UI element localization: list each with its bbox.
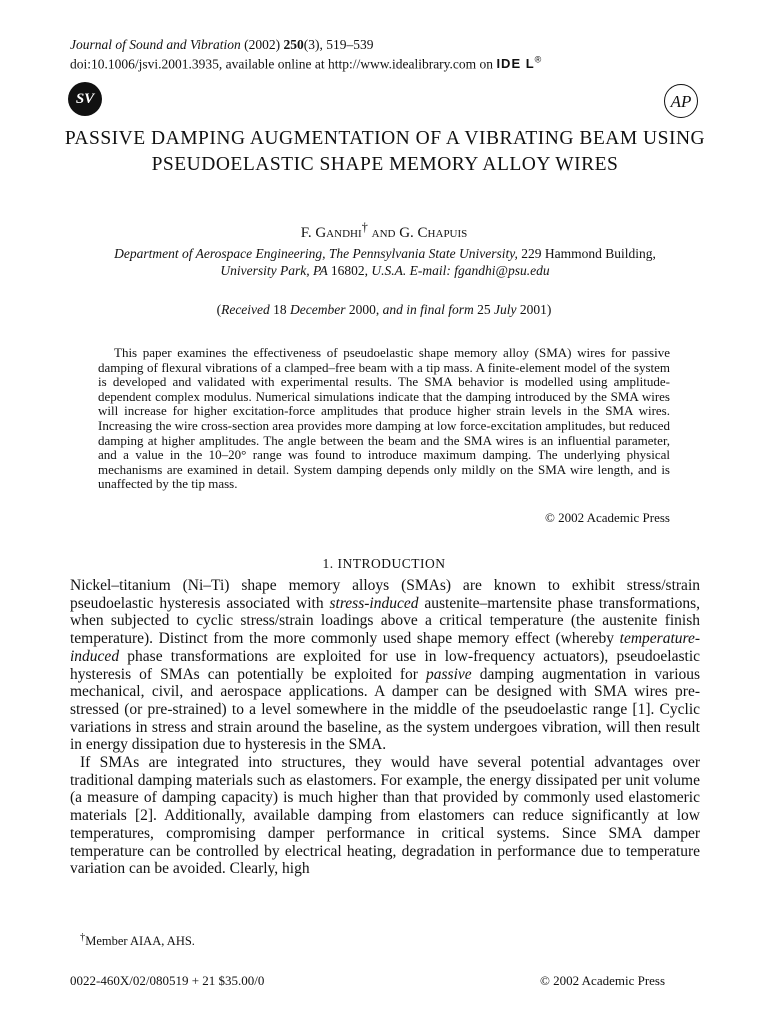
email-label: E-mail: [409,263,451,278]
affiliation [70,245,700,279]
doi-line [70,52,542,72]
abstract-copyright: © 2002 Academic Press [544,510,670,525]
body-text [70,577,700,878]
footnote-text: Member AIAA, AHS. [85,934,195,949]
section-heading: 1. INTRODUCTION [322,556,446,571]
journal-issue-pages: (3), 519–539 [303,37,374,52]
ideal-logo: IDE L® [496,55,543,72]
footnote [80,932,195,949]
paper-title: PASSIVE DAMPING AUGMENTATION OF A VIBRATING BEAM USING PSEUDOELASTIC SHAPE MEMORY ALLOY WIRES [64,128,706,175]
paragraph-2: If SMAs are integrated into structures, they would have several potential advantages over traditional damping materials such as elastomers. For example, the energy dissipated per unit volume (a measure of damping capacity) is much higher than that provided by commonly used elastomeric materials [2]. Additionally, available damping from elastomers can reduce significantly at low temperatures, compromising damper performance in critical systems. Since SMA damper temperature can be controlled by electrical heating, degradation in performance due to temperature variation can be avoided. Clearly, high [70,754,700,878]
doi-text: doi:10.1006/jsvi.2001.3935, available online at http://www.idealibrary.com on [70,56,494,72]
author-1: F. Gandhi [300,225,362,241]
affiliation-department: Department of Aerospace Engineering, The Pennsylvania State University, [114,246,518,261]
ap-publisher-logo: AP [664,84,698,118]
journal-name: Journal of Sound and Vibration [70,37,241,52]
sv-publisher-logo: SV [68,82,102,116]
affiliation-city: University Park, PA [220,263,328,278]
journal-volume: 250 [283,37,304,52]
author-2: G. Chapuis [399,225,468,241]
author-conjunction: and [371,225,396,241]
affiliation-country: U.S.A. [371,263,407,278]
dagger-mark: † [361,220,368,234]
received-dates: (Received 18 December 2000, and in final form 25 July 2001) [216,302,552,317]
footer-copyright: © 2002 Academic Press [540,973,666,988]
author-line [0,220,768,242]
author-email[interactable]: fgandhi@psu.edu [454,263,550,278]
affiliation-building: 229 Hammond Building, [521,246,656,261]
footnote-mark: † [80,932,86,943]
journal-citation [70,36,374,53]
journal-year: (2002) [244,37,281,52]
abstract-text: This paper examines the effectiveness of pseudoelastic shape memory alloy (SMA) wires for passive damping of flexural vibrations of a clamped–free beam with a tip mass. A finite-element model of the system is developed and validated with experimental results. The SMA behavior is modelled using amplitude-dependent complex modulus. Numerical simulations indicate that the damping introduced by the SMA wires will increase for higher excitation-force amplitudes that produce higher strain levels in the SMA wires. Increasing the wire cross-section area provides more damping at low force-excitation amplitudes, but reduced damping at higher amplitudes. The angle between the beam and the SMA wires is an influential parameter, and a value in the 10–20° range was found to introduce maximum damping. The underlying physical mechanisms are examined in detail. System damping depends only mildly on the SMA wire length, and is unaffected by the tip mass. [98,345,670,492]
footer-code: 0022-460X/02/080519 + 21 $35.00/0 [70,973,265,988]
paragraph-1: Nickel–titanium (Ni–Ti) shape memory alloys (SMAs) are known to exhibit stress/strain pseudoelastic hysteresis associated with stress-induced austenite–martensite phase transformations, when subjected to cyclic stress/strain loadings above a critical temperature (the austenite finish temperature). Distinct from the more commonly used shape memory effect (whereby temperature-induced phase transformations are exploited for use in low-frequency actuators), pseudoelastic hysteresis of SMAs can potentially be exploited for passive damping augmentation in various mechanical, civil, and aerospace applications. A damper can be designed with SMA wires pre-stressed (or pre-strained) to a level somewhere in the middle of the pseudoelastic range [1]. Cyclic variations in stress and strain around the baseline, as the system undergoes vibration, will then result in energy dissipation due to hysteresis in the SMA. [70,577,701,754]
affiliation-zip: 16802, [330,263,369,278]
